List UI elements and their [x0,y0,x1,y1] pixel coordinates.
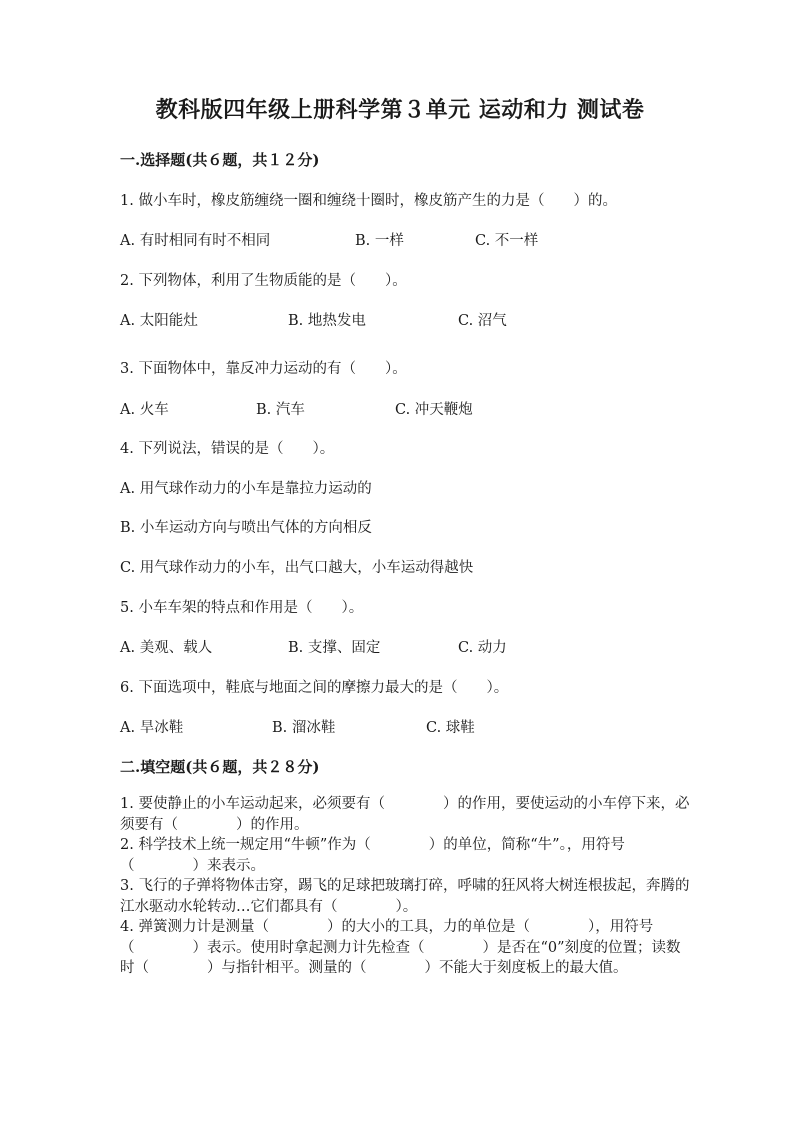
page-title: 教科版四年级上册科学第３单元 运动和力 测试卷 [155,97,645,123]
option-a: A. 用气球作动力的小车是靠拉力运动的 [120,481,372,497]
option-b: B. 支撑、固定 [288,640,381,656]
fill-in-list [120,794,690,979]
question-stem: 6. 下面选项中，鞋底与地面之间的摩擦力最大的是（ ）。 [120,680,509,696]
option-c: C. 动力 [458,640,507,656]
fill-in-question: 4. 弹簧测力计是测量（ ）的大小的工具，力的单位是（ ），用符号（ ）表示。使用时拿起测力计先检查（ ）是否在“0”刻度的位置；读数时（ ）与指针相平。测量的（ ）不能大于刻度板上的最大值。 [120,919,681,976]
option-b: B. 溜冰鞋 [272,720,336,736]
option-a: A. 太阳能灶 [120,313,198,329]
fill-in-question: 1. 要使静止的小车运动起来，必须要有（ ）的作用，要使运动的小车停下来，必须要有（ ）的作用。 [120,796,690,833]
fill-in-question: 3. 飞行的子弹将物体击穿，踢飞的足球把玻璃打碎，呼啸的狂风将大树连根拔起，奔腾的江水驱动水轮转动…它们都具有（ ）。 [120,878,690,915]
option-b: B. 汽车 [256,402,305,418]
question-stem: 2. 下列物体，利用了生物质能的是（ ）。 [120,273,407,289]
question-stem: 1. 做小车时，橡皮筋缠绕一圈和缠绕十圈时，橡皮筋产生的力是（ ）的。 [120,193,617,209]
option-c: C. 沼气 [458,313,507,329]
option-b: B. 小车运动方向与喷出气体的方向相反 [120,520,372,536]
fill-in-question: 2. 科学技术上统一规定用“牛顿”作为（ ）的单位，简称“牛”。，用符号（ ）来表示。 [120,837,625,874]
option-c: C. 不一样 [475,233,539,249]
question-stem: 5. 小车车架的特点和作用是（ ）。 [120,600,364,616]
question-stem: 3. 下面物体中，靠反冲力运动的有（ ）。 [120,361,407,377]
option-c: C. 用气球作动力的小车，出气口越大，小车运动得越快 [120,560,474,576]
option-a: A. 旱冰鞋 [120,720,184,736]
option-a: A. 美观、载人 [120,640,213,656]
section-heading-multiple-choice: 一.选择题(共６题，共１２分) [120,151,320,169]
option-b: B. 一样 [355,233,404,249]
option-c: C. 冲天鞭炮 [395,402,473,418]
option-b: B. 地热发电 [288,313,366,329]
question-stem: 4. 下列说法，错误的是（ ）。 [120,441,335,457]
option-a: A. 有时相同有时不相同 [120,233,271,249]
option-c: C. 球鞋 [426,720,475,736]
section-heading-fill-in: 二.填空题(共６题，共２８分) [120,758,320,776]
option-a: A. 火车 [120,402,169,418]
